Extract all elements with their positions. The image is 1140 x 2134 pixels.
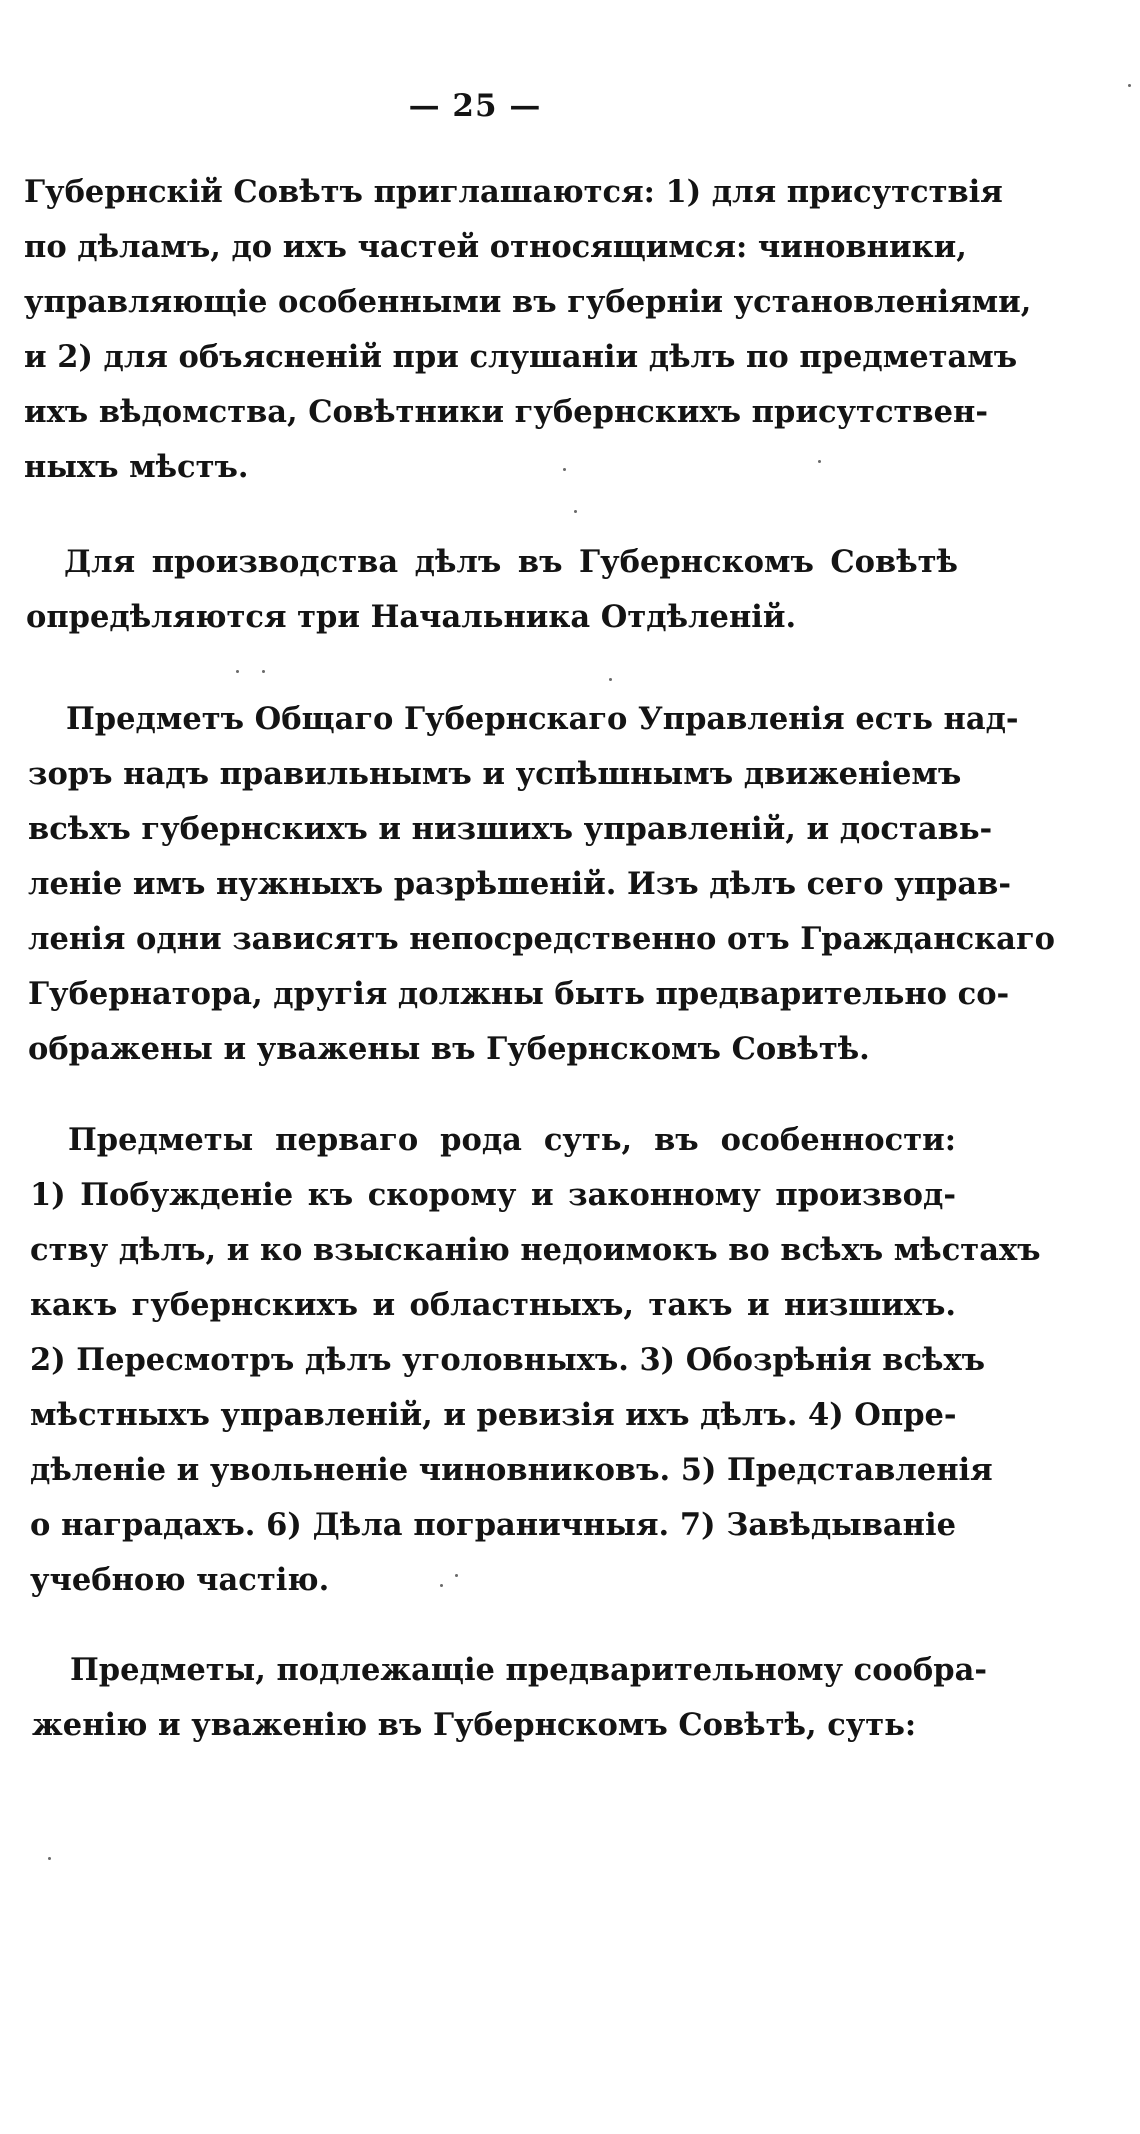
print-speck	[563, 468, 566, 471]
text-line: и 2) для объясненій при слушаніи дѣлъ по предметамъ	[24, 339, 1018, 375]
text-line: Предметъ Общаго Губернскаго Управленія есть над-	[66, 701, 1019, 737]
text-line: управляющіе особенными въ губерніи установленіями,	[24, 284, 1032, 320]
paragraph-2	[26, 535, 958, 645]
paragraph-1	[24, 165, 1032, 495]
text-line: леніе имъ нужныхъ разрѣшеній. Изъ дѣлъ сего управ-	[28, 866, 1011, 902]
print-speck	[818, 460, 821, 463]
print-speck	[1128, 84, 1131, 87]
paragraph-3	[28, 692, 1055, 1077]
print-speck	[609, 678, 612, 681]
text-line: всѣхъ губернскихъ и низшихъ управленій, и доставь-	[28, 811, 993, 847]
text-line: опредѣляются три Начальника Отдѣленій.	[26, 599, 797, 635]
text-line: зоръ надъ правильнымъ и успѣшнымъ движеніемъ	[28, 756, 962, 792]
print-speck	[574, 510, 577, 513]
print-speck	[262, 670, 265, 673]
text-line: 1) Побужденіе къ скорому и законному производ-	[30, 1177, 956, 1213]
print-speck	[455, 1574, 458, 1577]
text-line: ленія одни зависятъ непосредственно отъ Гражданскаго	[28, 921, 1055, 957]
print-speck	[236, 670, 239, 673]
text-line: ныхъ мѣстъ.	[24, 449, 249, 485]
print-speck	[440, 1584, 443, 1587]
text-line: дѣленіе и увольненіе чиновниковъ. 5) Представленія	[30, 1452, 993, 1488]
text-line: Губернскій Совѣтъ приглашаются: 1) для присутствія	[24, 174, 1003, 210]
text-line: какъ губернскихъ и областныхъ, такъ и низшихъ.	[30, 1287, 956, 1323]
text-line: 2) Пересмотръ дѣлъ уголовныхъ. 3) Обозрѣнія всѣхъ	[30, 1342, 986, 1378]
text-line: Губернатора, другія должны быть предварительно со-	[28, 976, 1010, 1012]
text-line: Предметы, подлежащіе предварительному сообра-	[70, 1652, 987, 1688]
text-line: женію и уваженію въ Губернскомъ Совѣтѣ, суть:	[32, 1707, 917, 1743]
text-line: ображены и уважены въ Губернскомъ Совѣтѣ.	[28, 1031, 870, 1067]
paragraph-5	[32, 1643, 987, 1753]
text-line: мѣстныхъ управленій, и ревизія ихъ дѣлъ. 4) Опре-	[30, 1397, 957, 1433]
text-line: Предметы перваго рода суть, въ особенности:	[68, 1122, 956, 1158]
text-line: о наградахъ. 6) Дѣла пограничныя. 7) Завѣдываніе	[30, 1507, 956, 1543]
text-line: ству дѣлъ, и ко взысканію недоимокъ во всѣхъ мѣстахъ	[30, 1232, 1041, 1268]
text-line: ихъ вѣдомства, Совѣтники губернскихъ присутствен-	[24, 394, 988, 430]
print-speck	[48, 1857, 51, 1860]
page-number: — 25 —	[408, 88, 542, 124]
paragraph-4	[30, 1113, 1041, 1608]
text-line: по дѣламъ, до ихъ частей относящимся: чиновники,	[24, 229, 967, 265]
text-line: учебною частію.	[30, 1562, 330, 1598]
text-line: Для производства дѣлъ въ Губернскомъ Совѣтѣ	[64, 544, 958, 580]
